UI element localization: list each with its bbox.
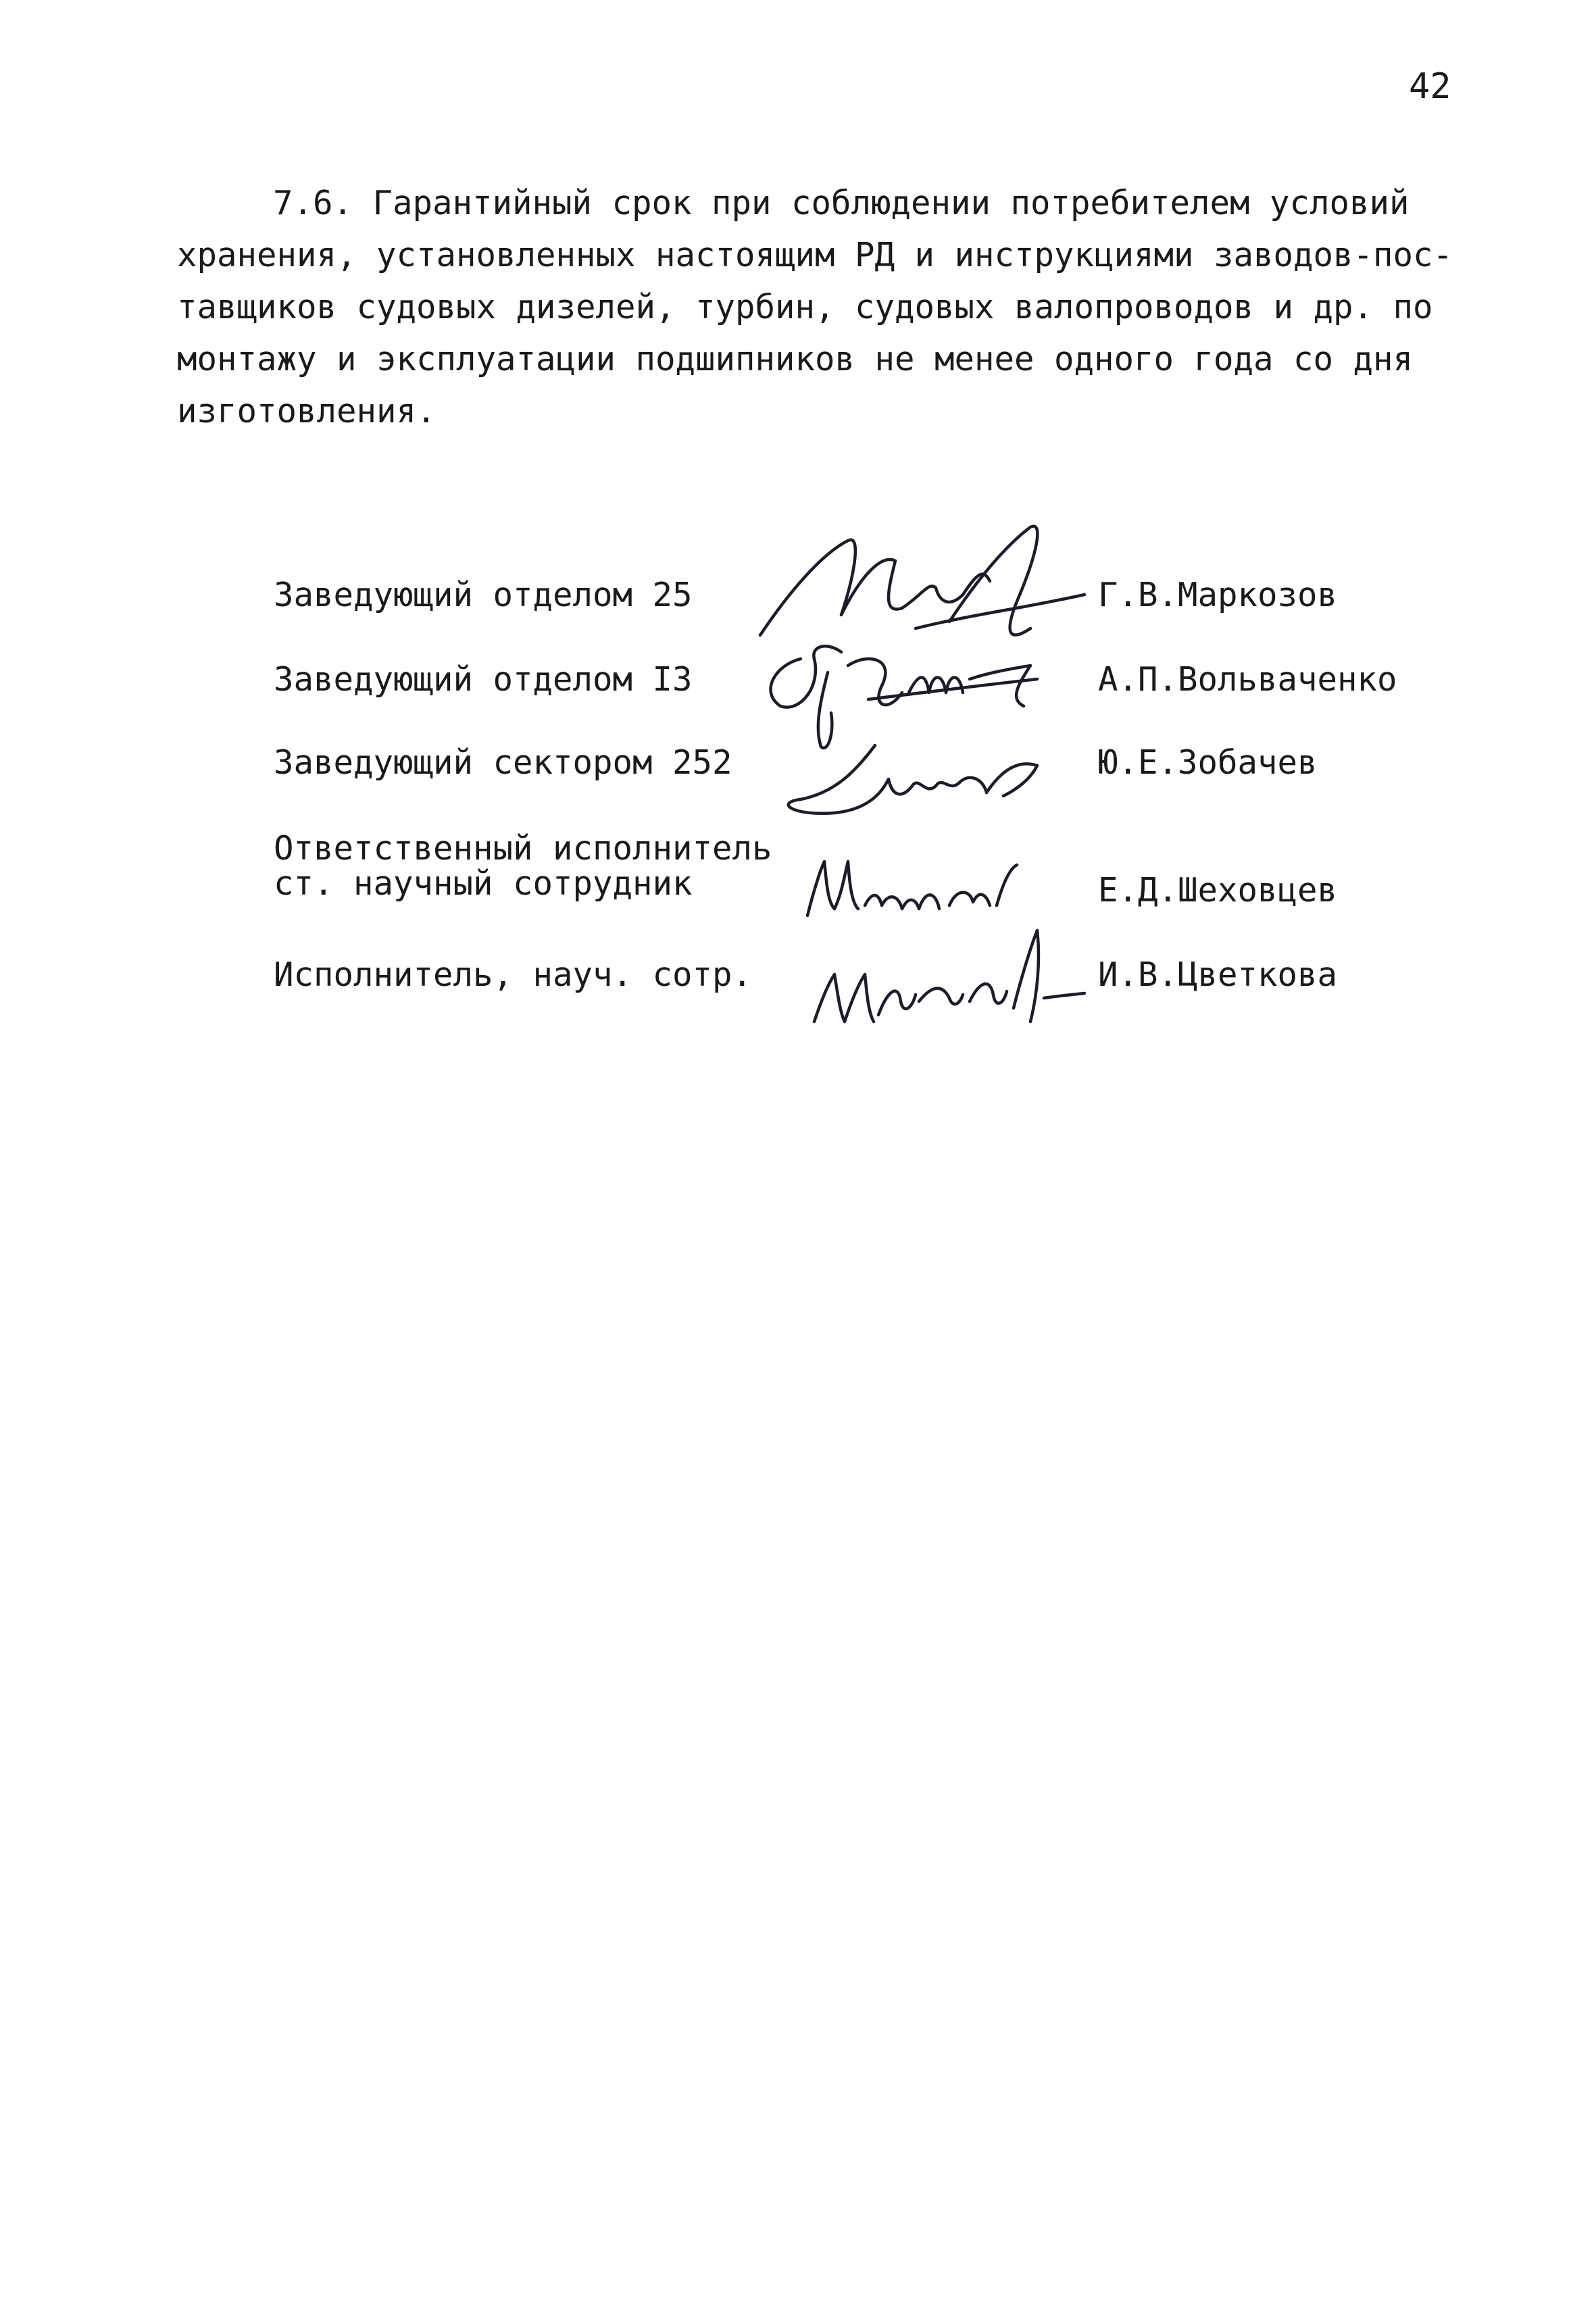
signatory-name: Г.В.Маркозов — [1098, 576, 1338, 614]
signatory-title: Ответственный исполнитель ст. научный сотрудник — [274, 829, 772, 903]
signatory-title: Заведующий отделом I3 — [274, 660, 693, 699]
handwritten-signature — [747, 920, 1098, 1055]
paragraph-line: 7.6. Гарантийный срок при соблюдении потребителем условий — [273, 184, 1410, 222]
paragraph-line: хранения, установленных настоящим РД и инструкциями заводов-пос- — [177, 236, 1453, 274]
signatory-name: И.В.Цветкова — [1098, 955, 1338, 994]
signatory-name: Ю.Е.Зобачев — [1098, 743, 1318, 782]
paragraph-line: изготовления. — [177, 392, 437, 430]
handwritten-signature — [747, 732, 1098, 840]
signature-row-executor — [0, 957, 1596, 1032]
page-number: 42 — [1409, 66, 1451, 107]
paragraph-line: тавщиков судовых дизелей, турбин, судовых валопроводов и др. по — [177, 288, 1433, 326]
signatory-title: Исполнитель, науч. сотр. — [274, 955, 753, 994]
signatory-name: А.П.Вольваченко — [1098, 660, 1397, 699]
signature-row-head-dept-13 — [0, 662, 1596, 737]
paragraph-line: монтажу и эксплуатации подшипников не менее одного года со дня — [177, 340, 1414, 378]
signature-row-head-sector-252 — [0, 745, 1596, 820]
signature-row-responsible-executor — [0, 831, 1596, 919]
signatory-title: Заведующий отделом 25 — [274, 576, 693, 614]
warranty-paragraph — [177, 177, 1501, 437]
signatory-title: Заведующий сектором 252 — [274, 743, 732, 782]
signatory-name: Е.Д.Шеховцев — [1098, 871, 1338, 910]
